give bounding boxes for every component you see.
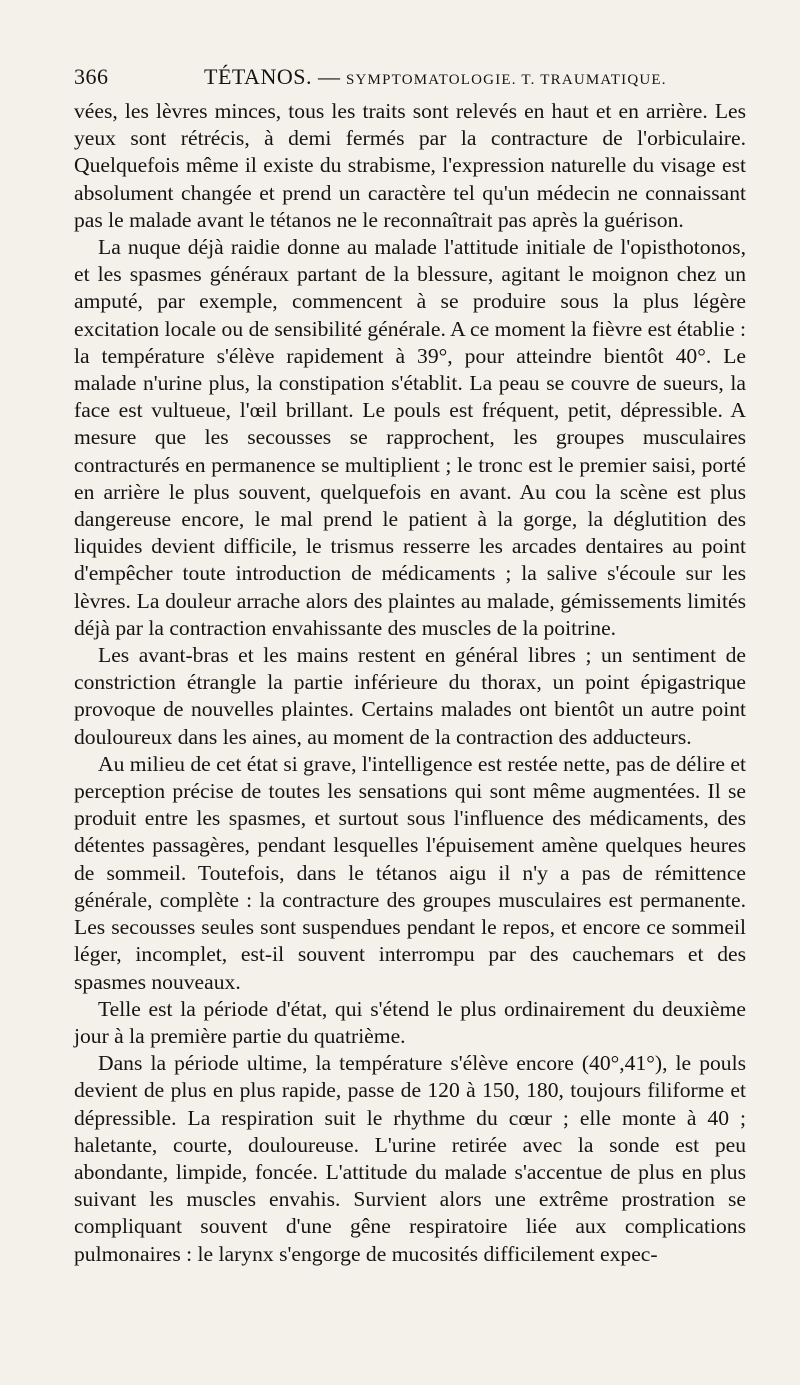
running-head-dash: — <box>317 64 340 89</box>
paragraph: Au milieu de cet état si grave, l'intelligence est restée nette, pas de délire et perception précise de toutes les sensations qui sont même augmentées. Il se produit entre les spasmes, et surtout sous l'influence des médicaments, des détentes passagères, pendant lesquelles l'épuisement amène quelques heures de sommeil. Toutefois, dans le tétanos aigu il n'y a pas de rémittence générale, complète : la contracture des groupes musculaires est permanente. Les secousses seules sont suspendues pendant le repos, et encore ce sommeil léger, incomplet, est-il souvent interrompu par des cauchemars et des spasmes nouveaux. <box>74 751 746 994</box>
running-head-title: TÉTANOS. <box>204 64 312 89</box>
paragraph: Telle est la période d'état, qui s'étend le plus ordinairement du deuxième jour à la première partie du quatrième. <box>74 996 746 1048</box>
page-header <box>74 64 746 94</box>
running-head-subtitle: SYMPTOMATOLOGIE. T. TRAUMATIQUE. <box>345 72 667 88</box>
paragraph-continued: vées, les lèvres minces, tous les traits sont relevés en haut et en arrière. Les yeux sont rétrécis, à demi fermés par la contracture de l'orbiculaire. Quelquefois même il existe du strabisme, l'expression naturelle du visage est absolument changée et prend un caractère tel qu'un médecin ne connaissant pas le malade avant le tétanos ne le reconnaîtrait pas après la guérison. <box>74 99 746 232</box>
running-head <box>204 64 667 90</box>
page-number: 366 <box>74 64 109 89</box>
paragraph: La nuque déjà raidie donne au malade l'attitude initiale de l'opisthotonos, et les spasmes généraux partant de la blessure, agitant le moignon chez un amputé, par exemple, commencent à se produire sous la plus légère excitation locale ou de sensibilité générale. A ce moment la fièvre est établie : la température s'élève rapidement à 39°, pour atteindre bientôt 40°. Le malade n'urine plus, la constipation s'établit. La peau se couvre de sueurs, la face est vultueue, l'œil brillant. Le pouls est fréquent, petit, dépressible. A mesure que les secousses se rapprochent, les groupes musculaires contracturés en permanence se multiplient ; le tronc est le premier saisi, porté en arrière le plus souvent, quelquefois en avant. Au cou la scène est plus dangereuse encore, le mal prend le patient à la gorge, la déglutition des liquides devient difficile, le trismus resserre les arcades dentaires au point d'empêcher toute introduction de médicaments ; la salive s'écoule sur les lèvres. La douleur arrache alors des plaintes au malade, gémissements limités déjà par la contraction envahissante des muscles de la poitrine. <box>74 235 746 640</box>
page-body <box>74 98 746 1268</box>
paragraph: Dans la période ultime, la température s'élève encore (40°,41°), le pouls devient de plus en plus rapide, passe de 120 à 150, 180, toujours filiforme et dépressible. La respiration suit le rhythme du cœur ; elle monte à 40 ; haletante, courte, douloureuse. L'urine retirée avec la sonde est peu abondante, limpide, foncée. L'attitude du malade s'accentue de plus en plus suivant les muscles envahis. Survient alors une extrême prostration se compliquant souvent d'une gêne respiratoire liée aux complications pulmonaires : le larynx s'engorge de mucosités difficilement expec- <box>74 1051 746 1266</box>
paragraph: Les avant-bras et les mains restent en général libres ; un sentiment de constriction étrangle la partie inférieure du thorax, un point épigastrique provoque de nouvelles plaintes. Certains malades ont bientôt un autre point douloureux dans les aines, au moment de la contraction des adducteurs. <box>74 643 746 749</box>
